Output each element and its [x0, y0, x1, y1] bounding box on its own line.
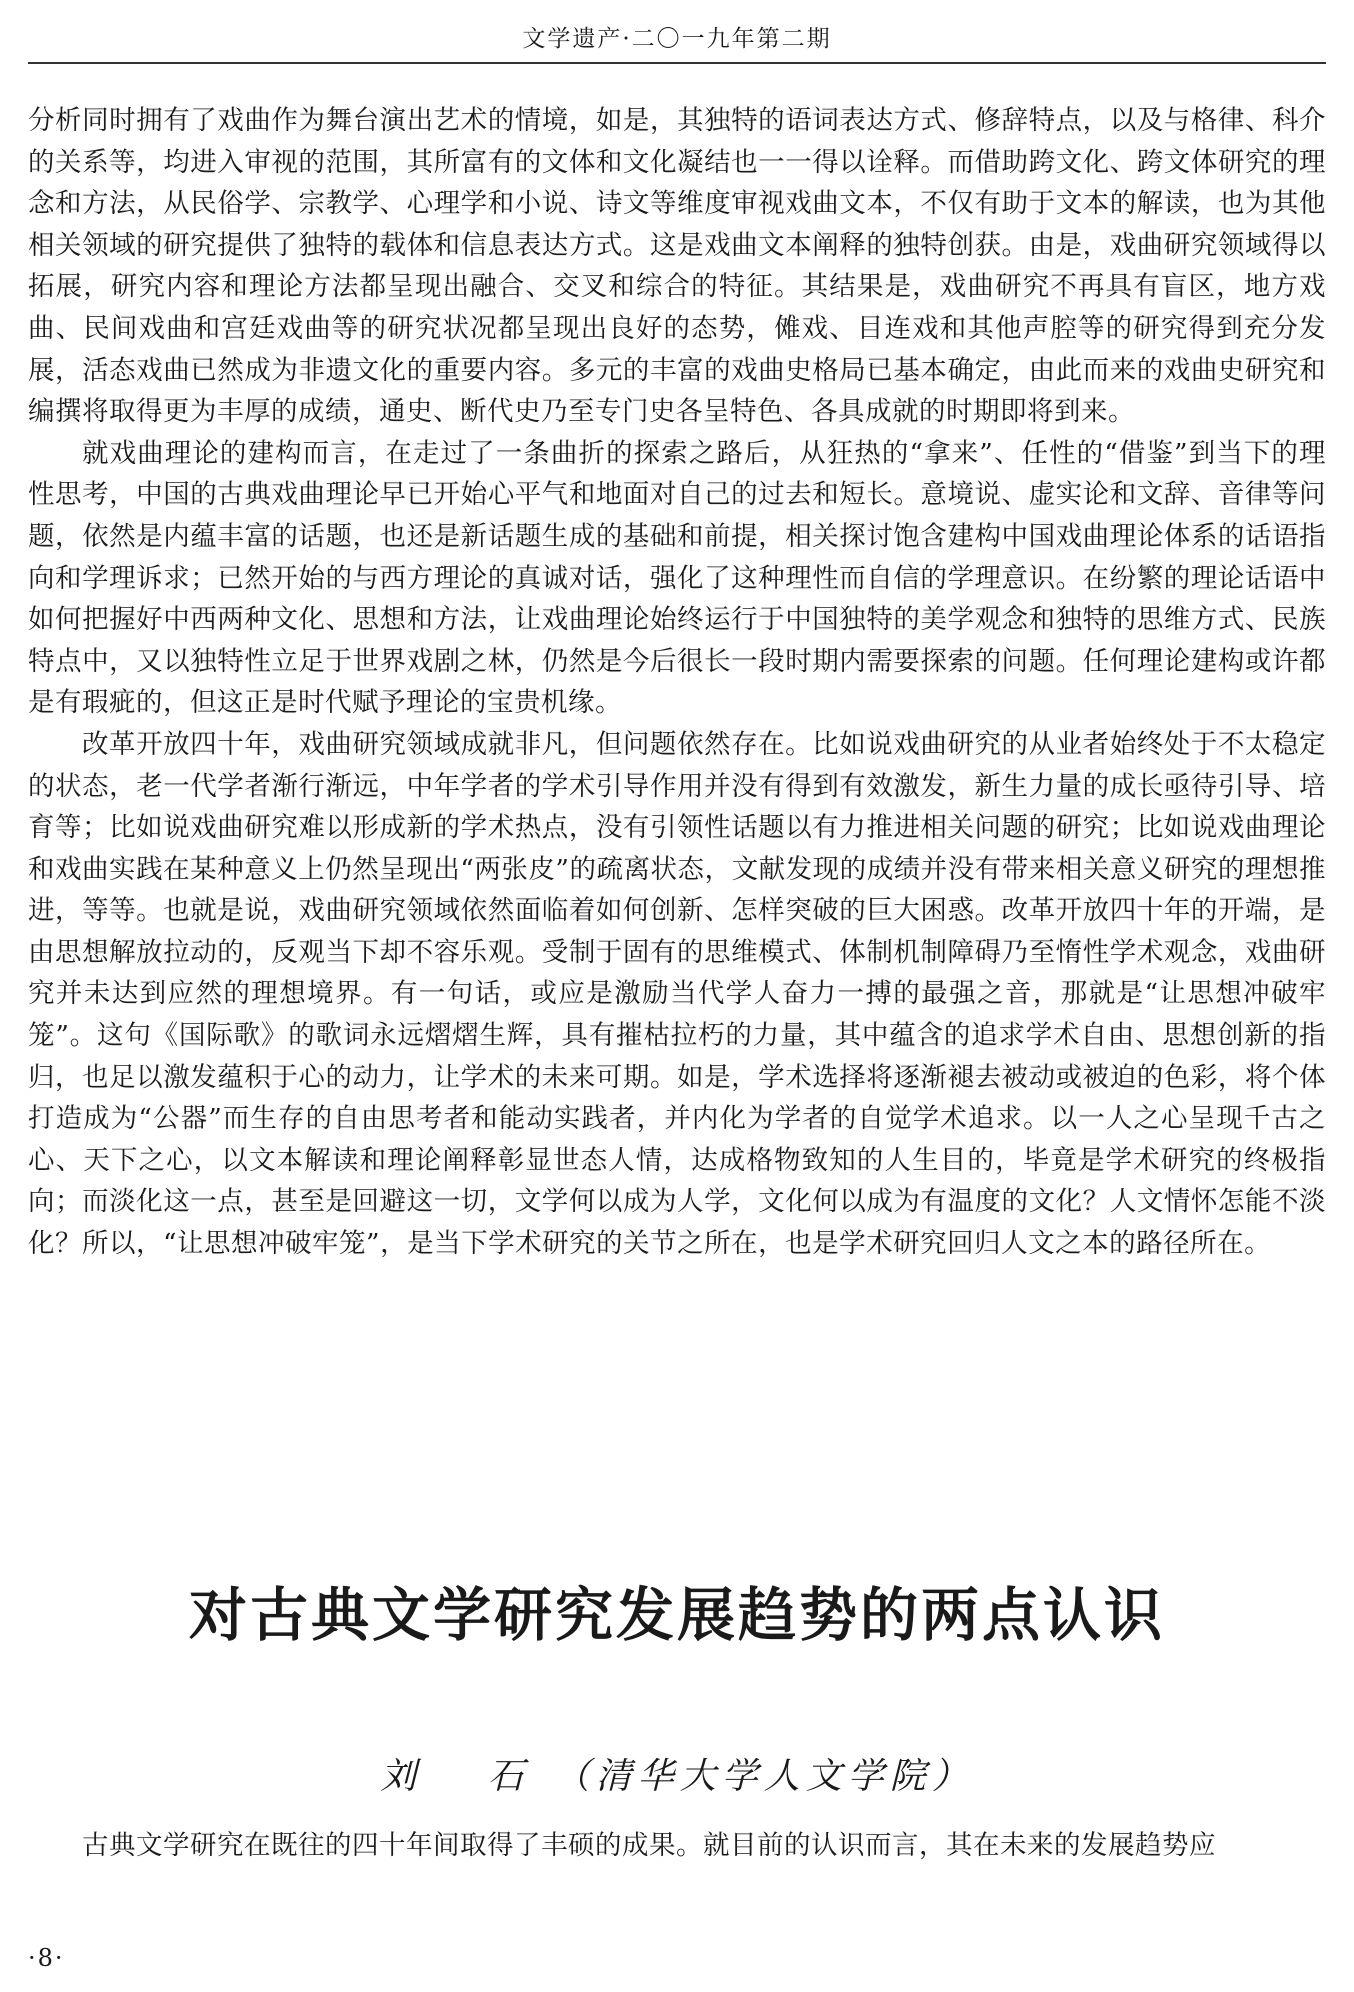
running-head: 文学遗产·二〇一九年第二期 — [522, 26, 832, 52]
paragraph-opening: 古典文学研究在既往的四十年间取得了丰硕的成果。就目前的认识而言，其在未来的发展趋势应 — [82, 1830, 1216, 1861]
paragraph-theory: 就戏曲理论的建构而言，在走过了一条曲折的探索之路后，从狂热的“拿来”、任性的“借鉴”到当下的理性思考，中国的古典戏曲理论早已开始心平气和地面对自己的过去和短长。意境说、虚实论和文辞、音律等问题，依然是内蕴丰富的话题，也还是新话题生成的基础和前提，相关探讨饱含建构中国戏曲理论体系的话语指向和学理诉求；已然开始的与西方理论的真诚对话，强化了这种理性而自信的学理意识。在纷繁的理论话语中如何把握好中西两种文化、思想和方法，让戏曲理论始终运行于中国独特的美学观念和独特的思维方式、民族特点中，又以独特性立足于世界戏剧之林，仍然是今后很长一段时期内需要探索的问题。任何理论建构或许都是有瑕疵的，但这正是时代赋予理论的宝贵机缘。 — [28, 437, 1326, 719]
article-start — [28, 1825, 1326, 1867]
paragraph-continued: 分析同时拥有了戏曲作为舞台演出艺术的情境，如是，其独特的语词表达方式、修辞特点，以及与格律、科介的关系等，均进入审视的范围，其所富有的文体和文化凝结也一一得以诠释。而借助跨文化、跨文体研究的理念和方法，从民俗学、宗教学、心理学和小说、诗文等维度审视戏曲文本，不仅有助于文本的解读，也为其他相关领域的研究提供了独特的载体和信息表达方式。这是戏曲文本阐释的独特创获。由是，戏曲研究领域得以拓展，研究内容和理论方法都呈现出融合、交叉和综合的特征。其结果是，戏曲研究不再具有盲区，地方戏曲、民间戏曲和宫廷戏曲等的研究状况都呈现出良好的态势，傩戏、目连戏和其他声腔等的研究得到充分发展，活态戏曲已然成为非遗文化的重要内容。多元的丰富的戏曲史格局已基本确定，由此而来的戏曲史研究和编撰将取得更为丰厚的成绩，通史、断代史乃至专门史各呈特色、各具成就的时期即将到来。 — [28, 105, 1326, 428]
article-title: 对古典文学研究发展趋势的两点认识 — [188, 1581, 1165, 1649]
author-name: 刘 石 — [380, 1756, 554, 1797]
header-rule — [28, 62, 1326, 64]
page-number: ·8· — [28, 1944, 65, 1972]
author-affiliation: （清华大学人文学院） — [553, 1756, 974, 1797]
paragraph-reform: 改革开放四十年，戏曲研究领域成就非凡，但问题依然存在。比如说戏曲研究的从业者始终处于不太稳定的状态，老一代学者渐行渐远，中年学者的学术引导作用并没有得到有效激发，新生力量的成长亟待引导、培育等；比如说戏曲研究难以形成新的学术热点，没有引领性话题以有力推进相关问题的研究；比如说戏曲理论和戏曲实践在某种意义上仍然呈现出“两张皮”的疏离状态，文献发现的成绩并没有带来相关意义研究的理想推进，等等。也就是说，戏曲研究领域依然面临着如何创新、怎样突破的巨大困惑。改革开放四十年的开端，是由思想解放拉动的，反观当下却不容乐观。受制于固有的思维模式、体制机制障碍乃至惰性学术观念，戏曲研究并未达到应然的理想境界。有一句话，或应是激励当代学人奋力一搏的最强之音，那就是“让思想冲破牢笼”。这句《国际歌》的歌词永远熠熠生辉，具有摧枯拉朽的力量，其中蕴含的追求学术自由、思想创新的指归，也足以激发蕴积于心的动力，让学术的未来可期。如是，学术选择将逐渐褪去被动或被迫的色彩，将个体打造成为“公器”而生存的自由思考者和能动实践者，并内化为学者的自觉学术追求。以一人之心呈现千古之心、天下之心，以文本解读和理论阐释彰显世态人情，达成格物致知的人生目的，毕竟是学术研究的终极指向；而淡化这一点，甚至是回避这一切，文学何以成为人学，文化何以成为有温度的文化？人文情怀怎能不淡化？所以，“让思想冲破牢笼”，是当下学术研究的关节之所在，也是学术研究回归人文之本的路径所在。 — [28, 728, 1326, 1260]
byline — [28, 1752, 1326, 1802]
body-text — [28, 100, 1326, 1265]
